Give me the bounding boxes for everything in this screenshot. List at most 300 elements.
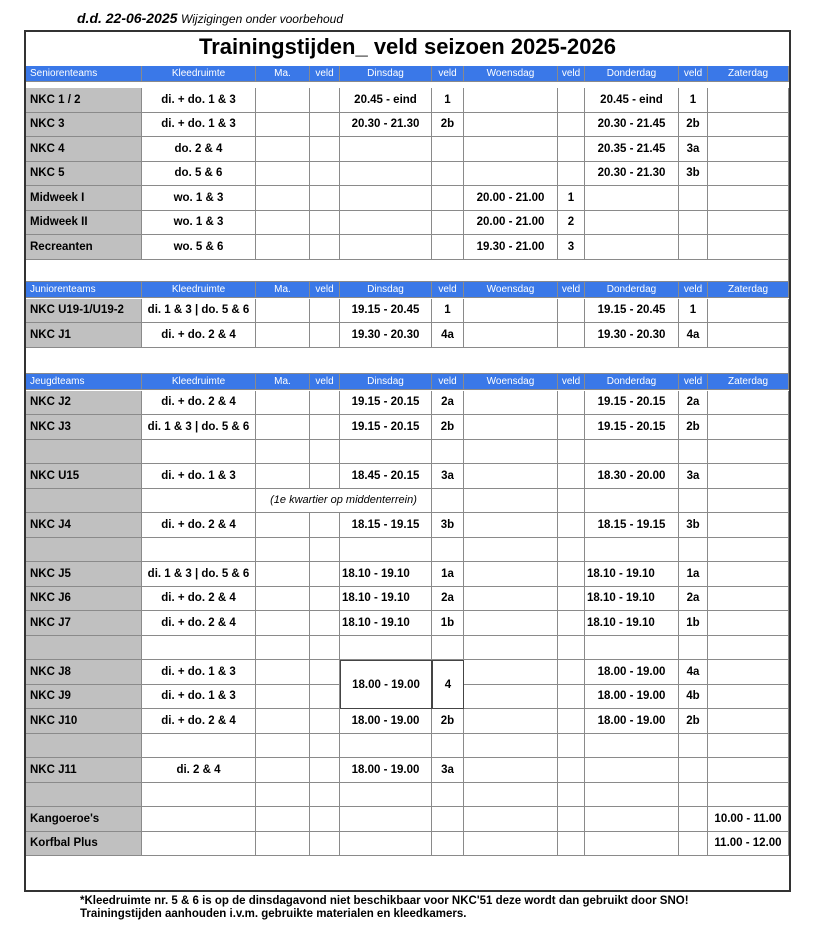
schedule-cell	[558, 832, 585, 857]
blank-cell	[340, 440, 432, 465]
schedule-cell	[310, 186, 340, 211]
schedule-cell: 18.00 - 19.00	[585, 685, 679, 710]
schedule-cell: 3a	[432, 464, 464, 489]
blank-cell	[256, 783, 310, 808]
schedule-cell: 3b	[679, 513, 708, 538]
blank-team-cell	[26, 538, 142, 563]
team-name: NKC J9	[26, 685, 142, 710]
schedule-cell: 18.10 - 19.10	[340, 587, 432, 612]
schedule-cell	[256, 162, 310, 187]
blank-cell	[558, 636, 585, 661]
column-header: Ma.	[256, 374, 310, 390]
schedule-cell	[708, 391, 789, 416]
footer-line-2: Trainingstijden aanhouden i.v.m. gebruikte materialen en kleedkamers.	[80, 908, 467, 920]
schedule-cell	[464, 391, 558, 416]
schedule-cell: 2b	[679, 709, 708, 734]
blank-cell	[464, 734, 558, 759]
blank-cell	[310, 636, 340, 661]
schedule-cell: 2b	[432, 709, 464, 734]
schedule-cell	[310, 299, 340, 324]
schedule-cell: 18.10 - 19.10	[585, 562, 679, 587]
schedule-cell: 19.15 - 20.45	[340, 299, 432, 324]
blank-cell	[585, 636, 679, 661]
section-header-juniorenteams: Juniorenteams	[26, 282, 142, 298]
schedule-cell	[310, 758, 340, 783]
column-header: Woensdag	[464, 374, 558, 390]
team-name: Korfbal Plus	[26, 832, 142, 857]
schedule-cell	[340, 137, 432, 162]
schedule-cell	[256, 660, 310, 685]
schedule-cell	[310, 660, 340, 685]
blank-cell	[708, 636, 789, 661]
column-header: Woensdag	[464, 282, 558, 298]
schedule-cell	[310, 709, 340, 734]
section-spacer	[26, 348, 789, 374]
schedule-cell	[708, 758, 789, 783]
schedule-cell: di. + do. 1 & 3	[142, 113, 256, 138]
schedule-cell	[340, 832, 432, 857]
schedule-cell	[256, 186, 310, 211]
schedule-cell	[310, 391, 340, 416]
schedule-cell	[340, 235, 432, 260]
blank-cell	[142, 538, 256, 563]
blank-cell	[340, 783, 432, 808]
schedule-cell	[558, 709, 585, 734]
blank-cell	[432, 734, 464, 759]
schedule-cell	[464, 709, 558, 734]
blank-team-cell	[26, 440, 142, 465]
schedule-cell: di. + do. 2 & 4	[142, 709, 256, 734]
blank-cell	[708, 734, 789, 759]
schedule-cell	[585, 807, 679, 832]
schedule-cell: do. 2 & 4	[142, 137, 256, 162]
column-header: veld	[679, 282, 708, 298]
column-header: Dinsdag	[340, 374, 432, 390]
schedule-cell	[464, 685, 558, 710]
team-name: NKC J10	[26, 709, 142, 734]
schedule-cell: 1b	[679, 611, 708, 636]
schedule-cell	[256, 807, 310, 832]
team-name: NKC J2	[26, 391, 142, 416]
column-header: Dinsdag	[340, 66, 432, 82]
schedule-cell: 20.45 - eind	[585, 88, 679, 113]
column-header: veld	[310, 282, 340, 298]
schedule-cell	[142, 832, 256, 857]
schedule-cell	[708, 611, 789, 636]
team-name: NKC 1 / 2	[26, 88, 142, 113]
schedule-cell: di. 1 & 3 | do. 5 & 6	[142, 415, 256, 440]
schedule-cell	[464, 137, 558, 162]
schedule-cell	[558, 299, 585, 324]
blank-cell	[558, 783, 585, 808]
blank-cell	[432, 636, 464, 661]
schedule-cell	[432, 186, 464, 211]
schedule-cell	[585, 186, 679, 211]
schedule-cell	[256, 562, 310, 587]
schedule-cell: wo. 5 & 6	[142, 235, 256, 260]
schedule-cell	[558, 137, 585, 162]
schedule-cell: 3b	[679, 162, 708, 187]
schedule-cell: 18.15 - 19.15	[585, 513, 679, 538]
schedule-cell: 18.10 - 19.10	[585, 587, 679, 612]
schedule-cell	[340, 211, 432, 236]
column-header: Donderdag	[585, 374, 679, 390]
schedule-cell	[708, 299, 789, 324]
schedule-cell: 18.00 - 19.00	[340, 758, 432, 783]
blank-cell	[585, 783, 679, 808]
schedule-cell	[340, 186, 432, 211]
schedule-cell: di. 2 & 4	[142, 758, 256, 783]
schedule-cell: 18.10 - 19.10	[340, 611, 432, 636]
blank-cell	[708, 489, 789, 514]
schedule-cell	[310, 611, 340, 636]
schedule-cell: 20.30 - 21.30	[585, 162, 679, 187]
schedule-cell	[464, 162, 558, 187]
blank-cell	[679, 440, 708, 465]
team-name: Midweek II	[26, 211, 142, 236]
schedule-cell: 1	[679, 88, 708, 113]
schedule-cell	[256, 137, 310, 162]
schedule-cell	[708, 709, 789, 734]
column-header: Zaterdag	[708, 66, 789, 82]
schedule-cell: 2a	[432, 587, 464, 612]
schedule-cell	[432, 235, 464, 260]
blank-cell	[708, 783, 789, 808]
column-header: Zaterdag	[708, 374, 789, 390]
column-header: veld	[310, 374, 340, 390]
column-header: Kleedruimte	[142, 374, 256, 390]
schedule-cell: wo. 1 & 3	[142, 211, 256, 236]
schedule-cell: di. + do. 1 & 3	[142, 464, 256, 489]
schedule-cell	[558, 464, 585, 489]
blank-cell	[340, 636, 432, 661]
column-header: veld	[558, 66, 585, 82]
blank-cell	[464, 636, 558, 661]
schedule-cell	[432, 211, 464, 236]
blank-cell	[464, 538, 558, 563]
schedule-cell: 3a	[432, 758, 464, 783]
schedule-cell	[310, 832, 340, 857]
blank-cell	[679, 636, 708, 661]
blank-cell	[310, 783, 340, 808]
column-header: veld	[558, 374, 585, 390]
column-header: Woensdag	[464, 66, 558, 82]
schedule-cell: 18.15 - 19.15	[340, 513, 432, 538]
schedule-cell	[558, 685, 585, 710]
schedule-cell: di. + do. 2 & 4	[142, 611, 256, 636]
section-spacer	[26, 260, 789, 282]
schedule-cell	[464, 113, 558, 138]
team-name: NKC J7	[26, 611, 142, 636]
blank-team-cell	[26, 734, 142, 759]
team-name: NKC 4	[26, 137, 142, 162]
schedule-cell: 2	[558, 211, 585, 236]
schedule-cell	[432, 832, 464, 857]
team-name: NKC J4	[26, 513, 142, 538]
blank-cell	[142, 489, 256, 514]
schedule-cell	[708, 211, 789, 236]
schedule-cell: 18.30 - 20.00	[585, 464, 679, 489]
page-title: Trainingstijden_ veld seizoen 2025-2026	[199, 34, 616, 59]
schedule-cell: 1	[558, 186, 585, 211]
schedule-cell	[310, 685, 340, 710]
team-name: NKC J3	[26, 415, 142, 440]
schedule-cell: di. 1 & 3 | do. 5 & 6	[142, 299, 256, 324]
schedule-cell	[708, 513, 789, 538]
blank-cell	[256, 636, 310, 661]
footer-notes	[80, 895, 689, 921]
footer-line-1: *Kleedruimte nr. 5 & 6 is op de dinsdagavond niet beschikbaar voor NKC'51 deze wordt dan gebruikt door SNO!	[80, 895, 689, 907]
schedule-cell	[708, 685, 789, 710]
team-name: NKC 3	[26, 113, 142, 138]
schedule-cell	[464, 611, 558, 636]
schedule-cell	[679, 807, 708, 832]
schedule-cell	[464, 758, 558, 783]
u15-note: (1e kwartier op middenterrein)	[256, 489, 432, 514]
schedule-cell	[708, 137, 789, 162]
schedule-cell	[708, 660, 789, 685]
schedule-cell	[256, 685, 310, 710]
schedule-cell	[558, 562, 585, 587]
schedule-cell: di. + do. 1 & 3	[142, 660, 256, 685]
schedule-cell: 1a	[432, 562, 464, 587]
schedule-cell: di. + do. 2 & 4	[142, 323, 256, 348]
column-header: Ma.	[256, 66, 310, 82]
schedule-cell: 19.15 - 20.45	[585, 299, 679, 324]
schedule-cell	[310, 323, 340, 348]
column-header: veld	[432, 66, 464, 82]
schedule-cell	[558, 660, 585, 685]
schedule-cell: 20.35 - 21.45	[585, 137, 679, 162]
schedule-cell	[679, 832, 708, 857]
schedule-cell: 3a	[679, 137, 708, 162]
schedule-cell	[310, 211, 340, 236]
column-header: Kleedruimte	[142, 282, 256, 298]
blank-cell	[432, 538, 464, 563]
schedule-cell	[464, 660, 558, 685]
disclaimer-text: Wijzigingen onder voorbehoud	[181, 12, 344, 26]
schedule-cell: 4b	[679, 685, 708, 710]
schedule-cell	[708, 88, 789, 113]
column-header: veld	[432, 374, 464, 390]
schedule-cell	[310, 464, 340, 489]
schedule-cell	[558, 807, 585, 832]
schedule-cell: 19.15 - 20.15	[340, 391, 432, 416]
blank-cell	[679, 538, 708, 563]
schedule-cell	[558, 758, 585, 783]
schedule-cell	[558, 323, 585, 348]
schedule-cell	[708, 464, 789, 489]
schedule-cell: 18.00 - 19.00	[585, 660, 679, 685]
blank-cell	[558, 489, 585, 514]
blank-cell	[464, 489, 558, 514]
schedule-cell: 1	[679, 299, 708, 324]
schedule-cell: 2b	[432, 113, 464, 138]
schedule-cell	[464, 513, 558, 538]
section-header-seniorenteams: Seniorenteams	[26, 66, 142, 82]
schedule-cell	[310, 88, 340, 113]
team-name: NKC J5	[26, 562, 142, 587]
schedule-cell: 10.00 - 11.00	[708, 807, 789, 832]
schedule-cell: 3b	[432, 513, 464, 538]
team-name: NKC J11	[26, 758, 142, 783]
blank-cell	[464, 440, 558, 465]
column-header: Zaterdag	[708, 282, 789, 298]
schedule-cell	[464, 832, 558, 857]
schedule-cell	[310, 415, 340, 440]
schedule-cell	[708, 323, 789, 348]
schedule-cell	[432, 807, 464, 832]
schedule-cell	[464, 807, 558, 832]
blank-cell	[679, 489, 708, 514]
schedule-cell	[256, 88, 310, 113]
schedule-cell	[256, 211, 310, 236]
schedule-cell	[558, 113, 585, 138]
schedule-cell: 2a	[432, 391, 464, 416]
blank-cell	[585, 734, 679, 759]
schedule-cell: 2a	[679, 587, 708, 612]
blank-team-cell	[26, 636, 142, 661]
schedule-cell	[142, 807, 256, 832]
schedule-cell	[256, 415, 310, 440]
schedule-cell	[310, 513, 340, 538]
blank-cell	[256, 538, 310, 563]
blank-cell	[585, 538, 679, 563]
schedule-cell: 1	[432, 88, 464, 113]
blank-cell	[142, 440, 256, 465]
team-name: NKC J8	[26, 660, 142, 685]
schedule-cell	[679, 758, 708, 783]
column-header: Ma.	[256, 282, 310, 298]
team-name: NKC J6	[26, 587, 142, 612]
schedule-cell: di. + do. 1 & 3	[142, 88, 256, 113]
blank-cell	[256, 440, 310, 465]
blank-team-cell	[26, 489, 142, 514]
blank-cell	[585, 440, 679, 465]
schedule-cell: 20.30 - 21.30	[340, 113, 432, 138]
schedule-cell	[432, 162, 464, 187]
column-header: veld	[310, 66, 340, 82]
schedule-cell	[310, 587, 340, 612]
schedule-cell	[310, 162, 340, 187]
schedule-cell: 18.45 - 20.15	[340, 464, 432, 489]
blank-cell	[679, 734, 708, 759]
team-name: NKC U19-1/U19-2	[26, 299, 142, 324]
blank-cell	[432, 440, 464, 465]
schedule-cell	[708, 113, 789, 138]
blank-cell	[558, 440, 585, 465]
schedule-cell: 19.30 - 20.30	[340, 323, 432, 348]
schedule-cell: 4a	[679, 323, 708, 348]
column-header: Donderdag	[585, 282, 679, 298]
schedule-cell	[256, 464, 310, 489]
schedule-cell: 2b	[432, 415, 464, 440]
blank-cell	[310, 538, 340, 563]
schedule-cell: do. 5 & 6	[142, 162, 256, 187]
schedule-cell	[708, 587, 789, 612]
team-name: NKC U15	[26, 464, 142, 489]
schedule-cell	[585, 235, 679, 260]
column-header: veld	[558, 282, 585, 298]
schedule-cell: 2b	[679, 113, 708, 138]
schedule-cell	[432, 137, 464, 162]
schedule-cell	[558, 611, 585, 636]
blank-cell	[310, 440, 340, 465]
team-name: Recreanten	[26, 235, 142, 260]
blank-cell	[142, 783, 256, 808]
schedule-cell	[256, 391, 310, 416]
schedule-cell: 20.45 - eind	[340, 88, 432, 113]
blank-cell	[558, 734, 585, 759]
schedule-cell	[558, 88, 585, 113]
schedule-cell	[708, 562, 789, 587]
column-header: veld	[679, 66, 708, 82]
schedule-cell	[708, 162, 789, 187]
blank-cell	[432, 489, 464, 514]
schedule-cell	[558, 587, 585, 612]
blank-cell	[142, 636, 256, 661]
schedule-cell	[585, 758, 679, 783]
schedule-cell	[708, 235, 789, 260]
schedule-cell	[464, 464, 558, 489]
schedule-cell: di. + do. 1 & 3	[142, 685, 256, 710]
schedule-cell	[464, 415, 558, 440]
schedule-cell	[585, 832, 679, 857]
team-name: Kangoeroe's	[26, 807, 142, 832]
schedule-cell	[340, 807, 432, 832]
blank-cell	[256, 734, 310, 759]
schedule-cell	[256, 709, 310, 734]
schedule-cell: 1	[432, 299, 464, 324]
blank-cell	[708, 440, 789, 465]
j8-j9-shared-time: 18.00 - 19.00	[340, 660, 432, 709]
section-header-jeugdteams: Jeugdteams	[26, 374, 142, 390]
schedule-cell	[310, 562, 340, 587]
schedule-cell	[679, 235, 708, 260]
column-header: Kleedruimte	[142, 66, 256, 82]
blank-team-cell	[26, 783, 142, 808]
schedule-cell	[256, 611, 310, 636]
column-header: Dinsdag	[340, 282, 432, 298]
schedule-cell	[558, 162, 585, 187]
schedule-cell: di. + do. 2 & 4	[142, 391, 256, 416]
blank-cell	[464, 783, 558, 808]
schedule-cell	[310, 807, 340, 832]
schedule-cell	[256, 299, 310, 324]
blank-cell	[142, 734, 256, 759]
schedule-cell: 19.15 - 20.15	[585, 391, 679, 416]
schedule-cell	[558, 391, 585, 416]
schedule-cell: 3a	[679, 464, 708, 489]
schedule-cell	[310, 137, 340, 162]
schedule-cell	[464, 88, 558, 113]
schedule-cell: 3	[558, 235, 585, 260]
schedule-cell	[464, 562, 558, 587]
blank-cell	[432, 783, 464, 808]
team-name: Midweek I	[26, 186, 142, 211]
schedule-cell: 1b	[432, 611, 464, 636]
schedule-cell	[256, 513, 310, 538]
schedule-cell	[310, 235, 340, 260]
schedule-cell	[256, 832, 310, 857]
schedule-cell: 19.30 - 20.30	[585, 323, 679, 348]
date-text: d.d. 22-06-2025	[77, 10, 178, 26]
schedule-cell: 4a	[679, 660, 708, 685]
schedule-cell: 2a	[679, 391, 708, 416]
schedule-cell: 19.15 - 20.15	[340, 415, 432, 440]
schedule-cell: 18.00 - 19.00	[585, 709, 679, 734]
schedule-cell: 18.10 - 19.10	[585, 611, 679, 636]
